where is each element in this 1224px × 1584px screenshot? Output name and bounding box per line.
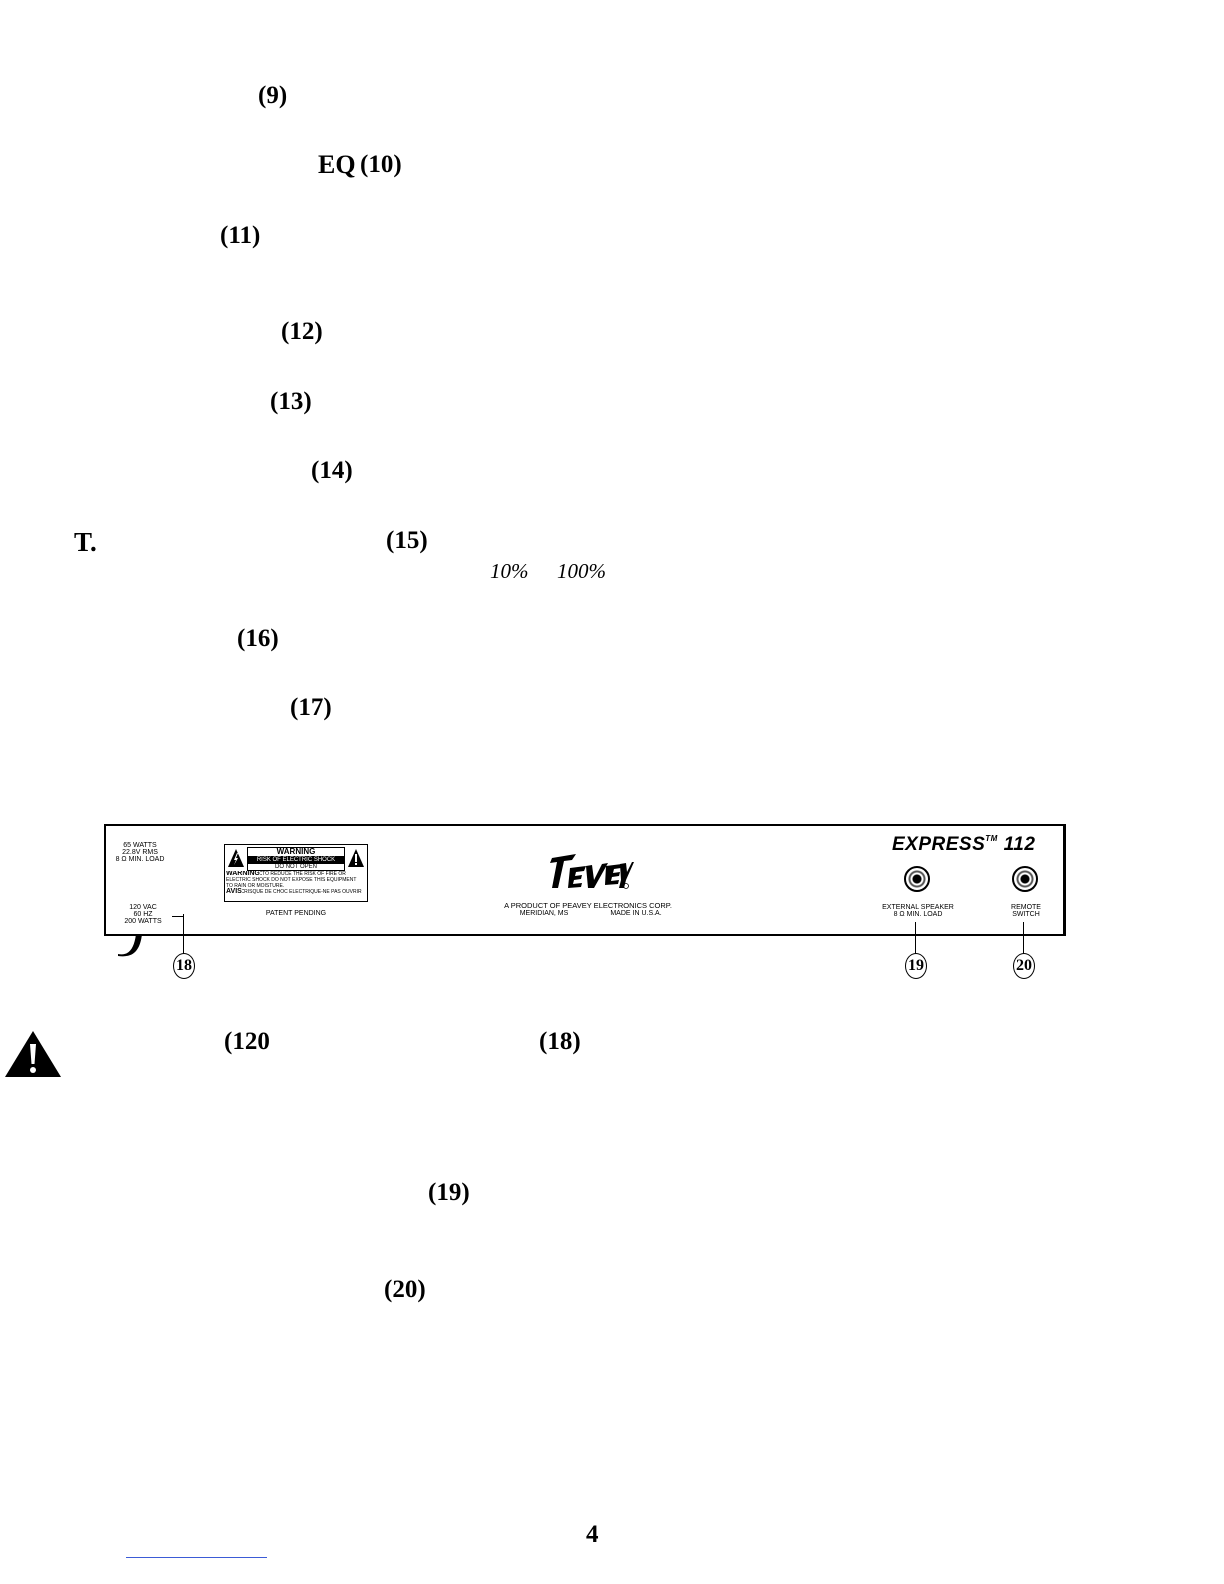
marker-14: (14)	[311, 457, 353, 484]
marker-10: (10)	[360, 151, 402, 178]
mains-line-2: 60 HZ	[133, 911, 153, 918]
marker-10-label: EQ	[318, 150, 356, 179]
warning-title: WARNING	[248, 848, 344, 857]
percent-high: 100%	[557, 559, 606, 583]
callout-19: 19	[905, 953, 927, 979]
external-speaker-label	[868, 904, 968, 918]
jack-socket-icon	[904, 866, 930, 892]
location: MERIDIAN, MS	[519, 910, 569, 917]
warning-sub-2: DO NOT OPEN	[275, 864, 317, 870]
caution-exclamation-icon	[4, 1030, 62, 1078]
marker-15: (15)	[386, 527, 428, 554]
callout-leader-18	[183, 914, 184, 954]
page-number: 4	[586, 1521, 599, 1548]
mains-rating	[112, 904, 174, 925]
warning-header	[247, 847, 345, 871]
warning-triangle-icon	[227, 848, 245, 868]
marker-13: (13)	[270, 388, 312, 415]
power-line-3: 8 Ω MIN. LOAD	[115, 856, 165, 863]
marker-9: (9)	[258, 82, 288, 109]
avis-text: RISQUE DE CHOC ELECTRIQUE-NE PAS OUVRIR	[244, 889, 362, 895]
made-in: MADE IN U.S.A.	[610, 910, 662, 917]
warning-body	[226, 871, 366, 895]
remote-line-2: SWITCH	[1012, 911, 1040, 918]
warning-triangle-icon	[347, 848, 365, 868]
model-name	[892, 834, 1035, 856]
ext-speaker-line-1: EXTERNAL SPEAKER	[882, 904, 954, 911]
callout-leader-20	[1023, 922, 1024, 954]
power-cord-icon	[114, 932, 148, 958]
model-number: 112	[1003, 834, 1036, 855]
warning-text-1: TO REDUCE THE RISK OF FIRE OR	[262, 871, 346, 877]
marker-19: (19)	[428, 1179, 470, 1206]
power-rating	[112, 842, 168, 863]
marker-18: (18)	[539, 1028, 581, 1055]
warning-sub-1: RISK OF ELECTRIC SHOCK	[248, 857, 344, 864]
marker-11: (11)	[220, 222, 261, 249]
marker-20: (20)	[384, 1276, 426, 1303]
percent-low: 10%	[490, 559, 529, 583]
callout-leader-19	[915, 922, 916, 954]
rear-panel-illustration	[104, 824, 1066, 936]
marker-16: (16)	[237, 625, 279, 652]
peavey-logo	[546, 850, 634, 892]
warning-text-3: TO RAIN OR MOISTURE.	[226, 883, 285, 889]
callout-20: 20	[1013, 953, 1035, 979]
warning-label	[224, 844, 368, 902]
marker-15-letter: T.	[74, 527, 97, 557]
model-name-text: EXPRESS	[892, 834, 986, 855]
warning-text-2: ELECTRIC SHOCK DO NOT EXPOSE THIS EQUIPMENT	[226, 877, 357, 883]
marker-12: (12)	[281, 318, 323, 345]
jack-socket-icon	[1012, 866, 1038, 892]
marker-17: (17)	[290, 694, 332, 721]
mains-line-3: 200 WATTS	[124, 918, 162, 925]
avis-label: AVIS:	[226, 888, 245, 895]
remote-switch-label	[998, 904, 1054, 918]
model-tm: TM	[985, 834, 998, 843]
patent-pending: PATENT PENDING	[265, 910, 327, 917]
mains-line-1: 120 VAC	[129, 904, 157, 911]
ext-speaker-line-2: 8 Ω MIN. LOAD	[893, 911, 943, 918]
footer-rule	[126, 1557, 267, 1558]
power-line-1: 65 WATTS	[123, 842, 157, 849]
warning-label-text: WARNING:	[226, 871, 263, 877]
marker-18-voltage: (120	[224, 1028, 270, 1055]
power-line-2: 22.8V RMS	[122, 849, 158, 856]
remote-line-1: REMOTE	[1011, 904, 1041, 911]
callout-18: 18	[173, 953, 195, 979]
product-of: A PRODUCT OF PEAVEY ELECTRONICS CORP.	[504, 901, 672, 910]
